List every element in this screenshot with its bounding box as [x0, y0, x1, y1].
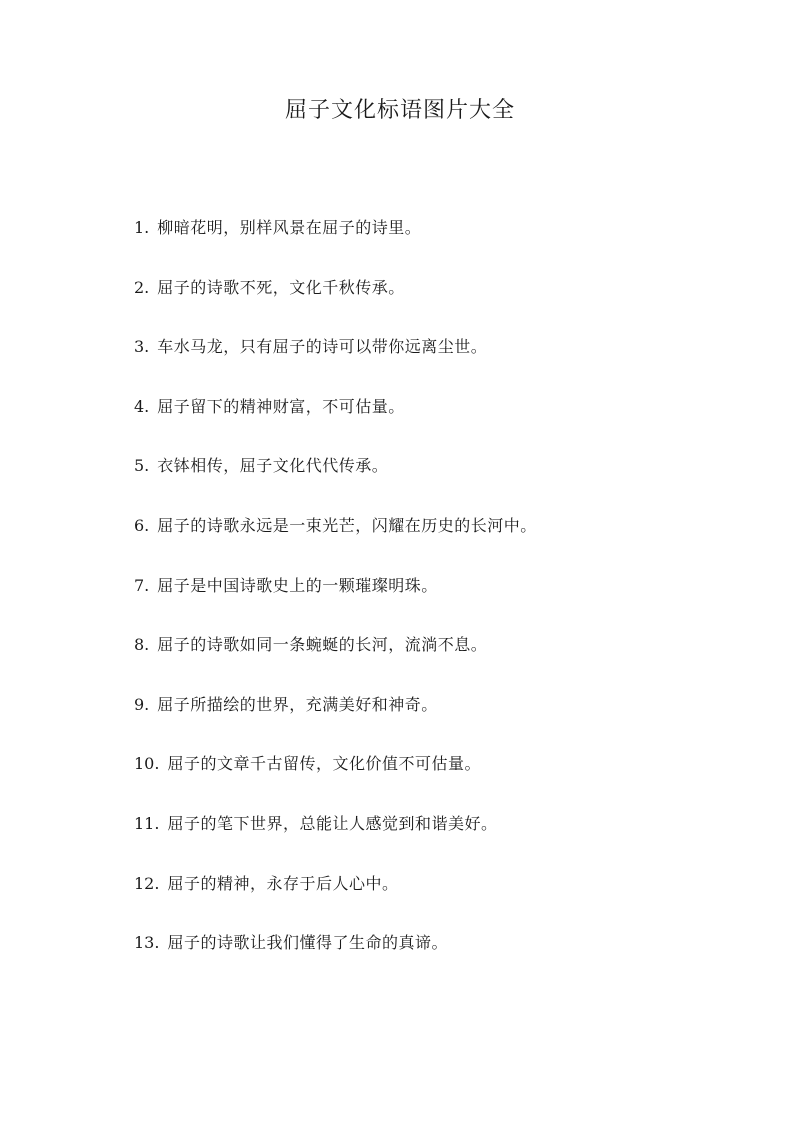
item-text: 屈子的精神，永存于后人心中。: [167, 873, 399, 893]
list-item: [134, 335, 537, 395]
item-number: 10.: [134, 754, 160, 774]
item-text: 屈子留下的精神财富，不可估量。: [157, 396, 405, 416]
item-number: 11.: [134, 813, 160, 833]
item-number: 6.: [134, 515, 150, 535]
item-text: 屈子的诗歌如同一条蜿蜒的长河，流淌不息。: [157, 635, 488, 655]
item-text: 屈子的诗歌不死，文化千秋传承。: [157, 277, 405, 297]
list-item: [134, 931, 537, 991]
item-text: 屈子的诗歌永远是一束光芒，闪耀在历史的长河中。: [157, 515, 537, 535]
item-number: 1.: [134, 218, 150, 237]
item-number: 2.: [134, 277, 150, 297]
list-item: [134, 395, 537, 455]
slogan-list: [134, 216, 537, 991]
item-number: 7.: [134, 575, 150, 595]
item-number: 3.: [134, 337, 150, 357]
list-item: [134, 633, 537, 693]
item-text: 屈子是中国诗歌史上的一颗璀璨明珠。: [157, 575, 438, 595]
list-item: [134, 752, 537, 812]
item-number: 4.: [134, 396, 150, 416]
item-text: 屈子的文章千古留传，文化价值不可估量。: [167, 754, 481, 774]
list-item: [134, 872, 537, 932]
list-item: [134, 454, 537, 514]
item-text: 屈子的诗歌让我们懂得了生命的真谛。: [167, 933, 448, 953]
item-number: 13.: [134, 933, 160, 953]
list-item: [134, 693, 537, 753]
item-number: 5.: [134, 456, 150, 476]
item-text: 屈子所描绘的世界，充满美好和神奇。: [157, 694, 438, 714]
item-text: 柳暗花明，别样风景在屈子的诗里。: [157, 218, 422, 237]
list-item: [134, 514, 537, 574]
list-item: [134, 276, 537, 336]
page-title: 屈子文化标语图片大全: [284, 98, 515, 123]
list-item: [134, 216, 537, 276]
item-number: 9.: [134, 694, 150, 714]
item-number: 8.: [134, 635, 150, 655]
item-text: 车水马龙，只有屈子的诗可以带你远离尘世。: [157, 337, 488, 357]
item-number: 12.: [134, 873, 160, 893]
item-text: 屈子的笔下世界，总能让人感觉到和谐美好。: [167, 813, 498, 833]
list-item: [134, 574, 537, 634]
item-text: 衣钵相传，屈子文化代代传承。: [157, 456, 389, 476]
list-item: [134, 812, 537, 872]
